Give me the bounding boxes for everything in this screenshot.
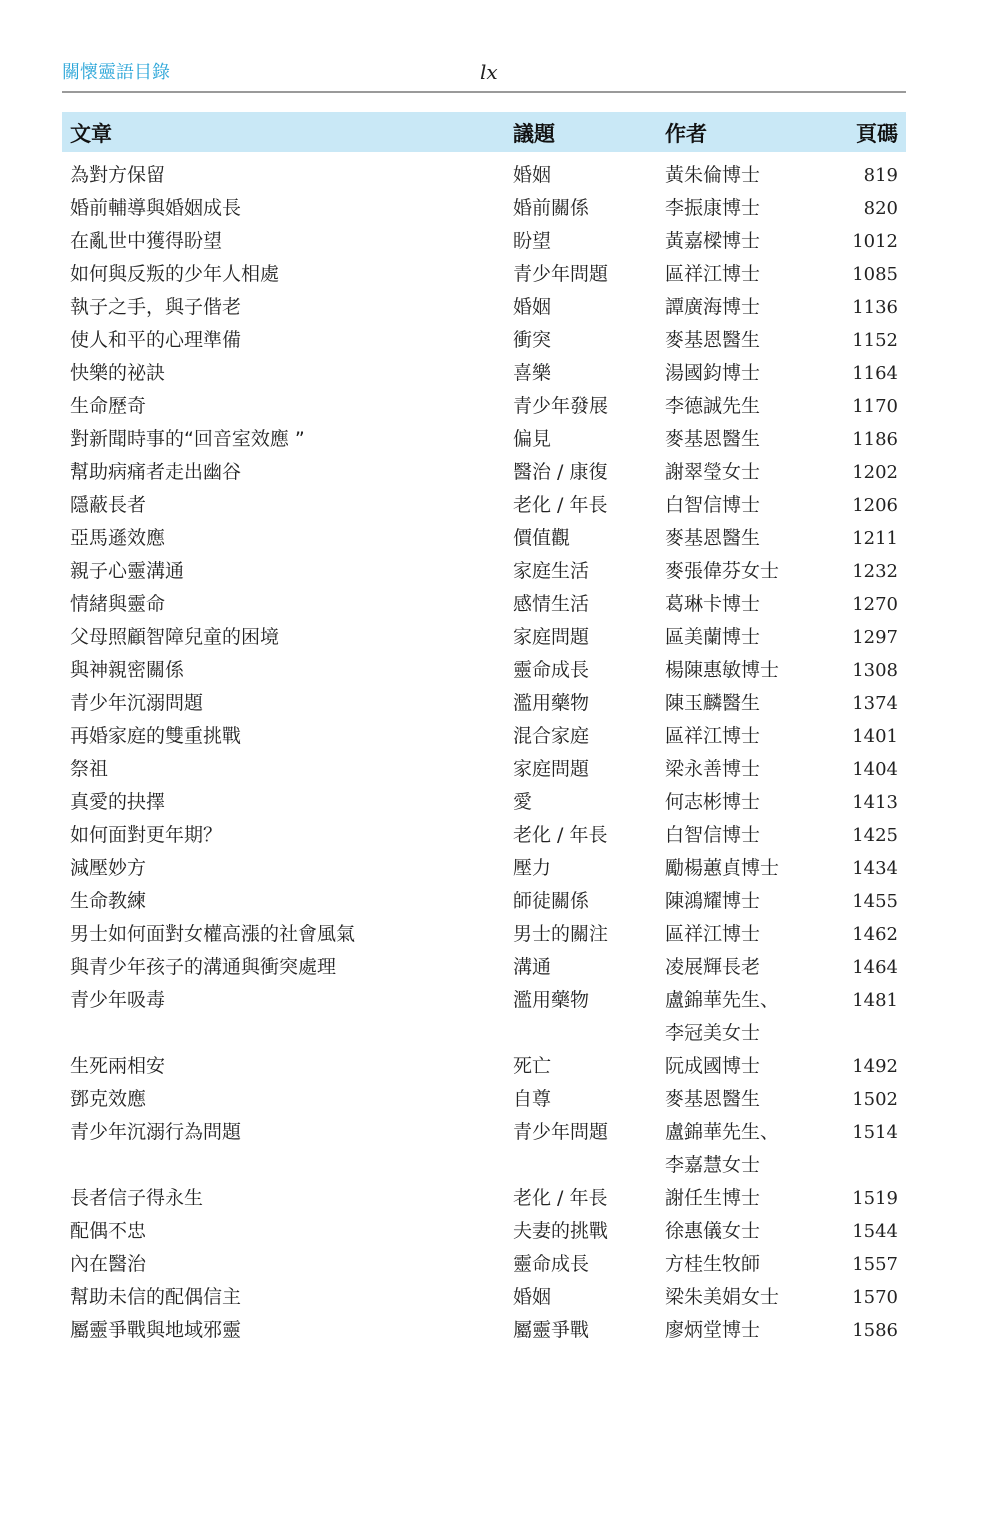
article-author	[665, 984, 779, 1050]
article-topic: 盼望	[513, 230, 552, 252]
article-topic: 家庭問題	[513, 626, 590, 648]
article-title: 與青少年孩子的溝通與衝突處理	[70, 956, 337, 978]
article-author	[665, 1314, 760, 1347]
article-page-number: 1544	[852, 1221, 898, 1242]
article-title: 長者信子得永生	[70, 1187, 204, 1209]
author-name: 勵楊蕙貞博士	[665, 857, 780, 879]
article-title: 與神親密關係	[70, 659, 185, 681]
table-row	[62, 192, 906, 225]
table-row	[62, 918, 906, 951]
article-page-number: 1152	[852, 330, 898, 351]
author-name: 區美蘭博士	[665, 626, 761, 648]
article-page-number: 1502	[852, 1089, 898, 1110]
author-name: 麥張偉芬女士	[665, 560, 780, 582]
table-row	[62, 654, 906, 687]
author-name: 譚廣海博士	[665, 296, 761, 318]
article-page-number: 1232	[852, 561, 898, 582]
table-row	[62, 390, 906, 423]
article-page-number: 1514	[852, 1122, 898, 1143]
article-topic: 婚姻	[513, 164, 552, 186]
table-row	[62, 555, 906, 588]
author-name: 盧錦華先生、	[665, 1121, 780, 1143]
article-author	[665, 786, 760, 819]
article-title: 執子之手，與子偕老	[70, 296, 242, 318]
article-topic: 溝通	[513, 956, 552, 978]
article-title: 幫助病痛者走出幽谷	[70, 461, 242, 483]
author-name: 謝翠瑩女士	[665, 461, 761, 483]
article-page-number: 1481	[852, 990, 898, 1011]
article-topic: 自尊	[513, 1088, 552, 1110]
article-author	[665, 885, 760, 918]
article-page-number: 1136	[852, 297, 898, 318]
author-name: 梁永善博士	[665, 758, 761, 780]
author-name: 麥基恩醫生	[665, 527, 761, 549]
article-topic: 屬靈爭戰	[513, 1319, 590, 1341]
article-topic: 婚姻	[513, 296, 552, 318]
article-topic: 混合家庭	[513, 725, 590, 747]
article-author	[665, 852, 779, 885]
article-title: 親子心靈溝通	[70, 560, 185, 582]
article-topic: 價值觀	[513, 527, 571, 549]
column-header-title: 文章	[70, 121, 112, 146]
author-name: 李冠美女士	[665, 1022, 761, 1044]
table-row	[62, 423, 906, 456]
table-row	[62, 588, 906, 621]
article-title: 快樂的祕訣	[70, 362, 166, 384]
article-topic: 靈命成長	[513, 1253, 590, 1275]
author-name: 謝任生博士	[665, 1187, 761, 1209]
author-name: 區祥江博士	[665, 923, 761, 945]
article-author	[665, 654, 779, 687]
article-title: 青少年吸毒	[70, 989, 166, 1011]
article-author	[665, 159, 760, 192]
table-row	[62, 1083, 906, 1116]
table-row	[62, 1182, 906, 1215]
article-title: 在亂世中獲得盼望	[70, 230, 223, 252]
article-title: 如何面對更年期？	[70, 824, 223, 846]
article-page-number: 820	[863, 198, 898, 219]
article-page-number: 1170	[852, 396, 898, 417]
article-author	[665, 390, 760, 423]
article-author	[665, 687, 760, 720]
article-page-number: 1308	[852, 660, 898, 681]
article-author	[665, 1182, 760, 1215]
table-row	[62, 687, 906, 720]
article-title: 屬靈爭戰與地域邪靈	[70, 1319, 242, 1341]
table-row	[62, 885, 906, 918]
article-title: 情緒與靈命	[70, 593, 166, 615]
running-title: 關懷靈語目錄	[62, 62, 170, 83]
article-author	[665, 1116, 779, 1182]
article-author	[665, 456, 760, 489]
article-author	[665, 357, 760, 390]
author-name: 麥基恩醫生	[665, 1088, 761, 1110]
table-row	[62, 258, 906, 291]
article-topic: 濫用藥物	[513, 692, 590, 714]
author-name: 廖炳堂博士	[665, 1319, 761, 1341]
article-topic: 夫妻的挑戰	[513, 1220, 609, 1242]
page-number: lx	[480, 60, 498, 84]
article-topic: 青少年發展	[513, 395, 609, 417]
article-page-number: 1164	[852, 363, 898, 384]
author-name: 白智信博士	[665, 494, 761, 516]
author-name: 徐惠儀女士	[665, 1220, 761, 1242]
author-name: 陳鴻耀博士	[665, 890, 761, 912]
article-page-number: 1270	[852, 594, 898, 615]
article-author	[665, 753, 760, 786]
table-row	[62, 357, 906, 390]
table-header	[62, 112, 906, 152]
article-author	[665, 225, 760, 258]
article-page-number: 1413	[852, 792, 898, 813]
article-topic: 壓力	[513, 857, 552, 879]
article-topic: 醫治 / 康復	[513, 461, 608, 483]
article-author	[665, 720, 760, 753]
author-name: 梁朱美娟女士	[665, 1286, 780, 1308]
article-page-number: 1211	[852, 528, 898, 549]
article-title: 內在醫治	[70, 1253, 147, 1275]
article-title: 配偶不忠	[70, 1220, 147, 1242]
page-header	[62, 54, 906, 94]
author-name: 盧錦華先生、	[665, 989, 780, 1011]
article-topic: 婚姻	[513, 1286, 552, 1308]
article-page-number: 1492	[852, 1056, 898, 1077]
article-page-number: 1464	[852, 957, 898, 978]
article-topic: 老化 / 年長	[513, 494, 608, 516]
table-row	[62, 1248, 906, 1281]
article-title: 隱蔽長者	[70, 494, 147, 516]
author-name: 麥基恩醫生	[665, 329, 761, 351]
table-row	[62, 489, 906, 522]
article-page-number: 1085	[852, 264, 898, 285]
table-row	[62, 852, 906, 885]
article-author	[665, 555, 779, 588]
article-title: 幫助未信的配偶信主	[70, 1286, 242, 1308]
table-row	[62, 786, 906, 819]
article-author	[665, 819, 760, 852]
table-row	[62, 1116, 906, 1182]
article-author	[665, 489, 760, 522]
table-row	[62, 951, 906, 984]
author-name: 何志彬博士	[665, 791, 761, 813]
author-name: 白智信博士	[665, 824, 761, 846]
article-title: 青少年沉溺行為問題	[70, 1121, 242, 1143]
article-page-number: 1425	[852, 825, 898, 846]
article-topic: 濫用藥物	[513, 989, 590, 1011]
author-name: 湯國鈞博士	[665, 362, 761, 384]
article-page-number: 1202	[852, 462, 898, 483]
table-row	[62, 225, 906, 258]
article-author	[665, 423, 760, 456]
article-page-number: 1570	[852, 1287, 898, 1308]
table-row	[62, 1314, 906, 1347]
article-topic: 家庭問題	[513, 758, 590, 780]
table-row	[62, 984, 906, 1050]
article-page-number: 1297	[852, 627, 898, 648]
author-name: 區祥江博士	[665, 263, 761, 285]
author-name: 陳玉麟醫生	[665, 692, 761, 714]
author-name: 黃朱倫博士	[665, 164, 761, 186]
article-author	[665, 1215, 760, 1248]
article-title: 使人和平的心理準備	[70, 329, 242, 351]
author-name: 李德誠先生	[665, 395, 761, 417]
column-header-page: 頁碼	[856, 121, 898, 146]
article-title: 鄧克效應	[70, 1088, 147, 1110]
article-topic: 偏見	[513, 428, 552, 450]
article-title: 男士如何面對女權高漲的社會風氣	[70, 923, 356, 945]
author-name: 李振康博士	[665, 197, 761, 219]
article-title: 生命歷奇	[70, 395, 147, 417]
table-row	[62, 522, 906, 555]
table-row	[62, 324, 906, 357]
author-name: 麥基恩醫生	[665, 428, 761, 450]
article-page-number: 1455	[852, 891, 898, 912]
article-topic: 靈命成長	[513, 659, 590, 681]
article-author	[665, 324, 760, 357]
article-author	[665, 1050, 760, 1083]
article-topic: 衝突	[513, 329, 552, 351]
author-name: 楊陳惠敏博士	[665, 659, 780, 681]
article-topic: 男士的關注	[513, 923, 609, 945]
article-page-number: 1519	[852, 1188, 898, 1209]
table-row	[62, 819, 906, 852]
article-author	[665, 588, 760, 621]
article-author	[665, 291, 760, 324]
article-topic: 喜樂	[513, 362, 552, 384]
table-row	[62, 621, 906, 654]
article-title: 生命教練	[70, 890, 147, 912]
article-topic: 老化 / 年長	[513, 824, 608, 846]
article-author	[665, 1281, 779, 1314]
article-title: 如何與反叛的少年人相處	[70, 263, 280, 285]
table-row	[62, 456, 906, 489]
article-page-number: 1186	[852, 429, 898, 450]
article-topic: 青少年問題	[513, 1121, 609, 1143]
author-name: 黃嘉樑博士	[665, 230, 761, 252]
table-row	[62, 159, 906, 192]
table-body	[62, 159, 906, 1347]
author-name: 凌展輝長老	[665, 956, 761, 978]
article-title: 真愛的抉擇	[70, 791, 166, 813]
table-row	[62, 1050, 906, 1083]
article-title: 祭祖	[70, 758, 109, 780]
article-author	[665, 522, 760, 555]
article-page-number: 1462	[852, 924, 898, 945]
header-divider	[62, 91, 906, 93]
article-title: 為對方保留	[70, 164, 166, 186]
article-page-number: 1557	[852, 1254, 898, 1275]
article-topic: 家庭生活	[513, 560, 590, 582]
article-author	[665, 1248, 760, 1281]
article-topic: 老化 / 年長	[513, 1187, 608, 1209]
article-topic: 青少年問題	[513, 263, 609, 285]
author-name: 阮成國博士	[665, 1055, 761, 1077]
article-title: 青少年沉溺問題	[70, 692, 204, 714]
author-name: 區祥江博士	[665, 725, 761, 747]
column-header-author: 作者	[665, 121, 707, 146]
article-topic: 死亡	[513, 1055, 552, 1077]
article-page-number: 1206	[852, 495, 898, 516]
author-name: 葛琳卡博士	[665, 593, 761, 615]
article-title: 減壓妙方	[70, 857, 147, 879]
article-title: 亞馬遜效應	[70, 527, 166, 549]
article-title: 生死兩相安	[70, 1055, 166, 1077]
article-page-number: 1374	[852, 693, 898, 714]
article-title: 對新聞時事的“回音室效應 ”	[70, 428, 305, 450]
article-page-number: 819	[863, 165, 898, 186]
article-author	[665, 621, 760, 654]
table-row	[62, 720, 906, 753]
table-row	[62, 1215, 906, 1248]
table-row	[62, 753, 906, 786]
article-title: 婚前輔導與婚姻成長	[70, 197, 242, 219]
article-author	[665, 192, 760, 225]
contents-table	[62, 112, 906, 1347]
column-header-topic: 議題	[513, 121, 555, 146]
author-name: 李嘉慧女士	[665, 1154, 761, 1176]
table-row	[62, 291, 906, 324]
article-topic: 愛	[513, 791, 533, 813]
article-author	[665, 258, 760, 291]
article-author	[665, 951, 760, 984]
article-page-number: 1586	[852, 1320, 898, 1341]
article-title: 再婚家庭的雙重挑戰	[70, 725, 242, 747]
article-page-number: 1404	[852, 759, 898, 780]
article-page-number: 1434	[852, 858, 898, 879]
article-title: 父母照顧智障兒童的困境	[70, 626, 280, 648]
article-page-number: 1012	[852, 231, 898, 252]
article-topic: 師徒關係	[513, 890, 590, 912]
article-topic: 婚前關係	[513, 197, 590, 219]
table-row	[62, 1281, 906, 1314]
article-page-number: 1401	[852, 726, 898, 747]
article-topic: 感情生活	[513, 593, 590, 615]
article-author	[665, 918, 760, 951]
author-name: 方桂生牧師	[665, 1253, 761, 1275]
article-author	[665, 1083, 760, 1116]
